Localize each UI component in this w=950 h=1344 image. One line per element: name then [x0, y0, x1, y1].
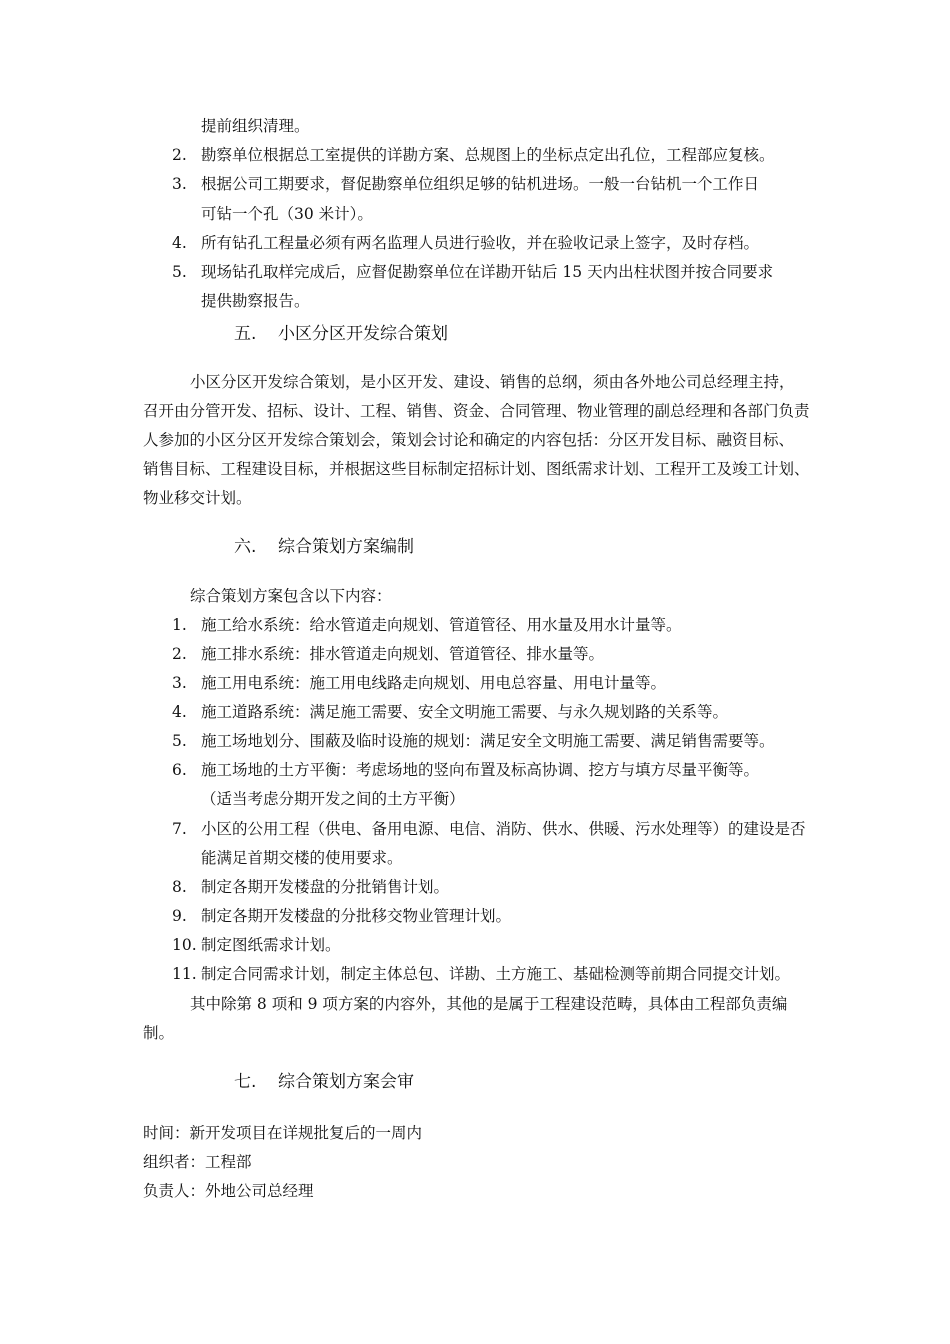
section-heading — [234, 1070, 414, 1094]
list-item-text: 制定各期开发楼盘的分批移交物业管理计划。 — [201, 907, 512, 925]
list-item-number: 3. — [172, 674, 187, 692]
list-item-text: （适当考虑分期开发之间的土方平衡） — [201, 790, 465, 808]
paragraph-line: 销售目标、工程建设目标，并根据这些目标制定招标计划、图纸需求计划、工程开工及竣工计划、 — [143, 460, 810, 478]
list-item-text: 勘察单位根据总工室提供的详勘方案、总规图上的坐标点定出孔位，工程部应复核。 — [201, 146, 775, 164]
list-item-text: 制定合同需求计划，制定主体总包、详勘、土方施工、基础检测等前期合同提交计划。 — [201, 965, 791, 983]
list-item-text: 可钻一个孔（30 米计）。 — [201, 205, 373, 223]
list-item-text: 施工场地划分、围蔽及临时设施的规划：满足安全文明施工需要、满足销售需要等。 — [201, 732, 775, 750]
section-heading — [234, 535, 414, 559]
list-item-number: 3. — [172, 175, 187, 193]
section-title: 综合策划方案编制 — [278, 537, 414, 557]
list-item-number: 5. — [172, 732, 187, 750]
paragraph-line: 召开由分管开发、招标、设计、工程、销售、资金、合同管理、物业管理的副总经理和各部门负责 — [143, 402, 810, 420]
list-item-number: 4. — [172, 234, 187, 252]
list-item-number: 4. — [172, 703, 187, 721]
list-item-text: 施工场地的土方平衡：考虑场地的竖向布置及标高协调、挖方与填方尽量平衡等。 — [201, 761, 760, 779]
paragraph-line: 人参加的小区分区开发综合策划会，策划会讨论和确定的内容包括：分区开发目标、融资目标、 — [143, 431, 795, 449]
list-item-text: 施工用电系统：施工用电线路走向规划、用电总容量、用电计量等。 — [201, 674, 667, 692]
list-item-number: 1. — [172, 616, 187, 634]
section-number: 六. — [234, 537, 257, 557]
section-intro: 综合策划方案包含以下内容： — [190, 587, 392, 605]
list-item-text: 小区的公用工程（供电、备用电源、电信、消防、供水、供暖、污水处理等）的建设是否 — [201, 820, 806, 838]
info-row: 组织者：工程部 — [143, 1153, 252, 1171]
info-row: 负责人：外地公司总经理 — [143, 1182, 314, 1200]
section-title: 小区分区开发综合策划 — [278, 324, 448, 344]
list-item-number: 9. — [172, 907, 187, 925]
list-item-number: 6. — [172, 761, 187, 779]
list-item-number: 5. — [172, 263, 187, 281]
section-number: 七. — [234, 1072, 257, 1092]
list-item-text: 制定图纸需求计划。 — [201, 936, 341, 954]
list-item-text: 所有钻孔工程量必须有两名监理人员进行验收，并在验收记录上签字，及时存档。 — [201, 234, 760, 252]
list-item-number: 8. — [172, 878, 187, 896]
list-item-text: 根据公司工期要求，督促勘察单位组织足够的钻机进场。一般一台钻机一个工作日 — [201, 175, 760, 193]
list-item-text: 现场钻孔取样完成后，应督促勘察单位在详勘开钻后 15 天内出柱状图并按合同要求 — [201, 263, 774, 281]
list-item-number: 2. — [172, 645, 187, 663]
list-item-text: 施工排水系统：排水管道走向规划、管道管径、排水量等。 — [201, 645, 605, 663]
paragraph-line: 其中除第 8 项和 9 项方案的内容外，其他的是属于工程建设范畴，具体由工程部负责编 — [190, 995, 788, 1013]
paragraph-line: 物业移交计划。 — [143, 489, 252, 507]
section-number: 五. — [234, 324, 257, 344]
list-item-text: 施工道路系统：满足施工需要、安全文明施工需要、与永久规划路的关系等。 — [201, 703, 729, 721]
paragraph-line: 小区分区开发综合策划，是小区开发、建设、销售的总纲，须由各外地公司总经理主持， — [190, 373, 795, 391]
section-title: 综合策划方案会审 — [278, 1072, 414, 1092]
info-row: 时间：新开发项目在详规批复后的一周内 — [143, 1124, 423, 1142]
list-item-number: 10. — [172, 936, 197, 954]
list-item-text: 提供勘察报告。 — [201, 292, 310, 310]
list-item-text: 能满足首期交楼的使用要求。 — [201, 849, 403, 867]
list-item-number: 7. — [172, 820, 187, 838]
list-item-text: 施工给水系统：给水管道走向规划、管道管径、用水量及用水计量等。 — [201, 616, 682, 634]
list-continuation: 提前组织清理。 — [201, 117, 310, 135]
list-item-text: 制定各期开发楼盘的分批销售计划。 — [201, 878, 450, 896]
list-item-number: 11. — [172, 965, 197, 983]
paragraph-line: 制。 — [143, 1024, 175, 1042]
section-heading — [234, 322, 448, 346]
list-item-number: 2. — [172, 146, 187, 164]
